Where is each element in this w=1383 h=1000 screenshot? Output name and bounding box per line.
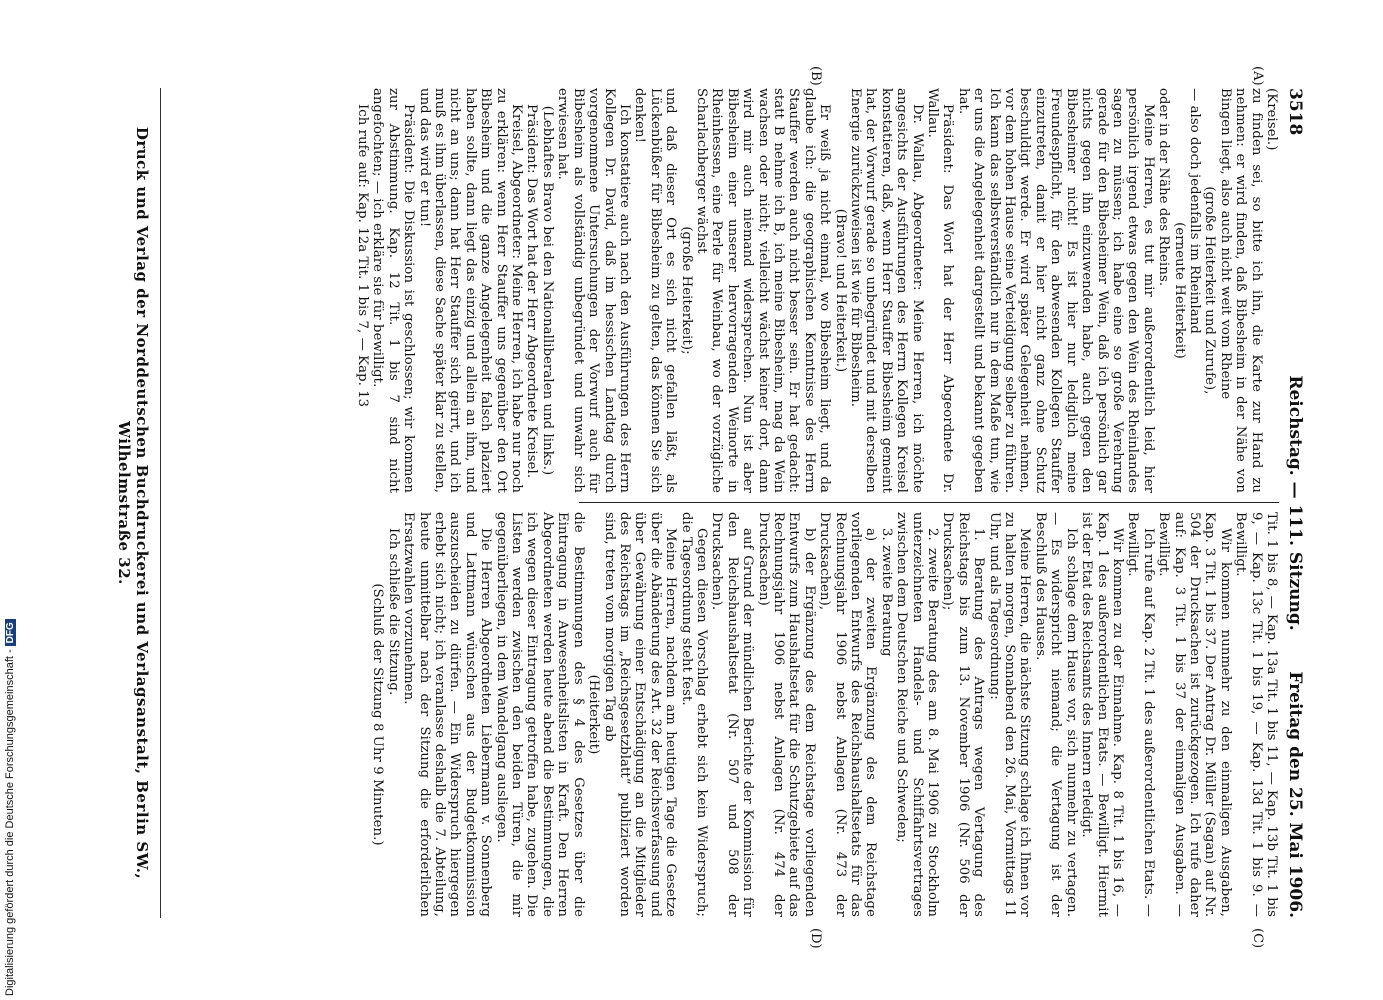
page-header bbox=[1281, 88, 1305, 918]
right-column-paragraph: (Schluß der Sitzung 8 Uhr 9 Minuten.) bbox=[370, 583, 386, 846]
right-column-paragraph: b) der Ergänzung des dem Reichstage vorliegenden Entwurfs zum Haushaltsetat für die Schutzgebiete auf das Rechnungsjahr 1906 nebst Anlagen (Nr. 474 der Drucksachen) bbox=[755, 512, 817, 917]
right-column-paragraph: Ich schließe die Sitzung. bbox=[385, 528, 401, 696]
left-column-paragraph: (erneute Heiterkeit) bbox=[1171, 222, 1187, 359]
left-column-paragraph: (große Heiterkeit); bbox=[678, 226, 694, 355]
margin-mark-c: (C) bbox=[1250, 928, 1265, 949]
session-title: Reichstag. — 111. Sitzung. bbox=[1285, 375, 1305, 631]
right-column-paragraph: 1. Beratung des Antrags wegen Vertagung des Reichstags bis zum 13. November 1906 (Nr. 506 der Drucksachen); bbox=[940, 512, 987, 917]
right-column-paragraph: Gegen diesen Vorschlag erhebt sich kein Widerspruch; die Tagesordnung steht fest. bbox=[678, 512, 709, 917]
margin-mark-d: (D) bbox=[808, 928, 823, 949]
right-column-paragraph: a) der zweiten Ergänzung des dem Reichstage vorliegenden Entwurfs des Reichshaushaltsetats für das Rechnungsjahr 1906 nebst Anlagen (Nr. 473 der Drucksachen), bbox=[817, 512, 879, 917]
margin-mark-b: (B) bbox=[808, 66, 823, 86]
right-column-paragraph: Tit. 1 bis 8, — Kap. 13a Tit. 1 bis 11, — Kap. 13b Tit. 1 bis 9, — Kap. 13c Tit. 1 bis 19, — Kap. 13d Tit. 1 bis 9. — Bewilligt. bbox=[1233, 512, 1279, 917]
margin-mark-a: (A) bbox=[1250, 66, 1265, 86]
left-column-paragraph: Er weiß ja nicht einmal, wo Bibesheim liegt, und da glaube ich: die geographischen Kenntnisse des Herrn Stauffer werden auch nicht besser sein. Er hat gedacht: statt B nehme ich B, ich meine Bibesheim, mag da Wein wachsen oder nicht; vielleicht wächst keiner dort, dann wird mir auch niemand widersprechen. Nun ist aber Bibesheim einer unserer hervorragenden Weinorte in Rheinhessen, eine Perle für Weinbau, wo der vorzügliche Scharlachberger wächst bbox=[693, 88, 833, 493]
left-column-paragraph: (Lebhaftes Bravo bei den Nationalliberalen und links.) bbox=[539, 105, 555, 476]
left-column-paragraph: und daß dieser Ort es sich nicht gefallen läßt, als Lückenbüßer für Bibesheim zu gelten, das können Sie sich denken! bbox=[632, 88, 679, 493]
dfg-logo: DFG bbox=[5, 619, 16, 646]
left-column bbox=[355, 88, 1279, 493]
right-column-paragraph: auf Grund der mündlichen Berichte der Kommission für den Reichshaushaltsetat (Nr. 507 und 508 der Drucksachen). bbox=[709, 512, 756, 917]
right-column-paragraph: Meine Herren, die nächste Sitzung schlage ich Ihnen vor zu halten morgen, Sonnabend den 26. Mai, Vormittags 11 Uhr, und als Tagesordnung: bbox=[986, 512, 1033, 917]
digitization-note bbox=[4, 619, 16, 996]
footer-rule bbox=[160, 88, 161, 918]
left-column-paragraph: Präsident: Das Wort hat der Herr Abgeordnete Kreisel. bbox=[524, 104, 540, 479]
right-column bbox=[370, 512, 1279, 917]
right-column-paragraph: (Heiterkeit) bbox=[586, 674, 602, 755]
left-column-paragraph: Dr. Wallau, Abgeordneter: Meine Herren, ich möchte angesichts der Ausführungen des Herrn Kollegen Kreisel konstatieren, daß, wenn Herr Stauffer Bibesheim gemeint hat, der Vorwurf gerade so unbegründet und mit derselben Energie zurückzuweisen ist wie für Bibesheim. bbox=[848, 88, 925, 493]
right-column-paragraph: Wir kommen nunmehr zu den einmaligen Ausgaben, Kap. 3 Tit. 1 bis 37. Der Antrag Dr. Müller (Sagan) auf Nr. 504 der Drucksachen ist zurückgezogen. Ich rufe daher auf: Kap. 3 Tit. 1 bis 37 der einmaligen Ausgaben. — Bewilligt. bbox=[1156, 512, 1233, 917]
left-column-paragraph: (Kreisel.) bbox=[1264, 88, 1279, 151]
left-column-paragraph: Meine Herren, es tut mir außerordentlich leid, hier persönlich irgend etwas gegen den Wein des Rheinlandes sagen zu müssen; ich habe eine so große Verehrung gerade für den Bibesheimer Wein, daß ich persönlich gar nichts gegen ihn einzuwenden habe, auch gegen den Bibesheimer nicht! Es ist hier nur lediglich meine Freundespflicht, für den abwesenden Kollegen Stauffer einzutreten, damit er hier nicht ganz ohne Schutz beschuldigt werde. Er wird später Gelegenheit nehmen, vor dem hohen Hause seine Verteidigung selber zu führen. Ich kann das selbstverständlich nur in dem Maße tun, wie er uns die Angelegenheit dargestellt und bekannt gegeben hat. bbox=[955, 88, 1156, 493]
left-column-paragraph: (Bravo! und Heiterkeit.) bbox=[832, 208, 848, 373]
right-column-paragraph: 3. zweite Beratung bbox=[878, 528, 894, 657]
right-column-paragraph: 2. zweite Beratung des am 8. Mai 1906 zu Stockholm unterzeichneten Handels- und Schiffahrtsvertrages zwischen dem Deutschen Reiche und Schweden; bbox=[894, 512, 941, 917]
left-column-paragraph: Ich rufe auf: Kap. 12a Tit. 1 bis 7, — Kap. 13 bbox=[355, 104, 371, 408]
left-column-paragraph: Ich konstatiere auch nach den Ausführungen des Herrn Kollegen Dr. David, daß im hessischen Landtag durch vorgenommene Untersuchungen der Vorwurf auch für Bibesheim als vollständig unbegründet und unwahr sich erwiesen hat. bbox=[555, 88, 632, 493]
right-column-paragraph: Wir kommen zu der Einnahme. Kap. 8 Tit. 1 bis 16, — Kap. 1 des außerordentlichen Etats. — Bewilligt. Hiermit ist der Etat des Reichsamts des Innern erledigt. bbox=[1079, 512, 1125, 917]
left-column-paragraph: Präsident: Das Wort hat der Herr Abgeordnete Dr. Wallau. bbox=[925, 88, 956, 493]
digitization-text: Digitalisierung gefördert durch die Deutsche Forschungsgemeinschaft - bbox=[4, 649, 16, 996]
printer-imprint: Druck und Verlag der Norddeutschen Buchdruckerei und Verlagsanstalt, Berlin SW., Wilhelmstraße 32. bbox=[115, 126, 151, 880]
right-column-paragraph: Meine Herren, nachdem am heutigen Tage die Gesetze über die Abänderung des Art. 32 der Reichsverfassung und über Gewährung einer Entschädigung an die Mitglieder des Reichstags im „Reichsgesetzblatt“ publiziert worden sind, treten vom morgigen Tag ab bbox=[601, 512, 679, 917]
right-column-paragraph: Die Herren Abgeordneten Liebermann v. Sonnenberg und Lattmann wünschen aus der Budgetkommission auszuscheiden zu dürfen. — Ein Widerspruch hiergegen erhebt sich nicht; ich veranlasse deshalb die 7. Abteilung, heute unmittelbar nach der Sitzung die erforderlichen Ersatzwahlen vorzunehmen. bbox=[401, 512, 494, 917]
column-divider bbox=[579, 502, 1279, 503]
right-column-paragraph: Ich rufe auf Kap. 2 Tit. 1 des außerordentlichen Etats. — Bewilligt. bbox=[1125, 512, 1156, 917]
session-date: Freitag den 25. Mai 1906. bbox=[1285, 671, 1305, 918]
right-column-paragraph: die Bestimmungen des § 4 des Gesetzes über die Eintragung in Anwesenheitslisten in Kraft. Den Herren Abgeordneten werden heute abend die Bestimmungen, die ich wegen dieser Eintragung getroffen habe, zugehen. Die Listen werden zwischen den beiden Türen, die mir gegenüberliegen, in dem Wandelgang ausliegen. bbox=[493, 512, 586, 917]
left-column-paragraph: oder in der Nähe des Rheins. bbox=[1156, 88, 1172, 287]
left-column-paragraph: Kreisel, Abgeordneter: Meine Herren, ich habe nur noch zu erklären: wenn Herr Stauffer uns gegenüber den Ort Bibesheim und die ganze Angelegenheit falsch plaziert haben sollte, dann liegt das einzig und allein an ihm, und nicht an uns; dann hat Herr Stauffer sich geirrt, und ich muß es ihm überlassen, diese Sache später klar zu stellen, und das wird er tun! bbox=[416, 88, 525, 493]
left-column-paragraph: Präsident: Die Diskussion ist geschlossen; wir kommen zur Abstimmung. Kap. 12 Tit. 1 bis 7 sind nicht angefochten; — ich erkläre sie für bewilligt. bbox=[370, 88, 417, 493]
page-number: 3518 bbox=[1285, 88, 1305, 136]
right-column-paragraph: Ich schlage dem Hause vor, sich nunmehr zu vertagen. — Es widerspricht niemand; die Vertagung ist der Beschluß des Hauses. bbox=[1032, 512, 1079, 917]
left-column-paragraph: zu finden sei, so bitte ich ihn, die Karte zur Hand zu nehmen: er wird finden, daß Bibesheim in der Nähe von Bingen liegt, also auch nicht weit vom Rheine bbox=[1217, 88, 1264, 493]
left-column-paragraph: (große Heiterkeit und Zurufe), bbox=[1202, 186, 1218, 395]
left-column-paragraph: — also doch jedenfalls im Rheinland bbox=[1186, 88, 1202, 334]
